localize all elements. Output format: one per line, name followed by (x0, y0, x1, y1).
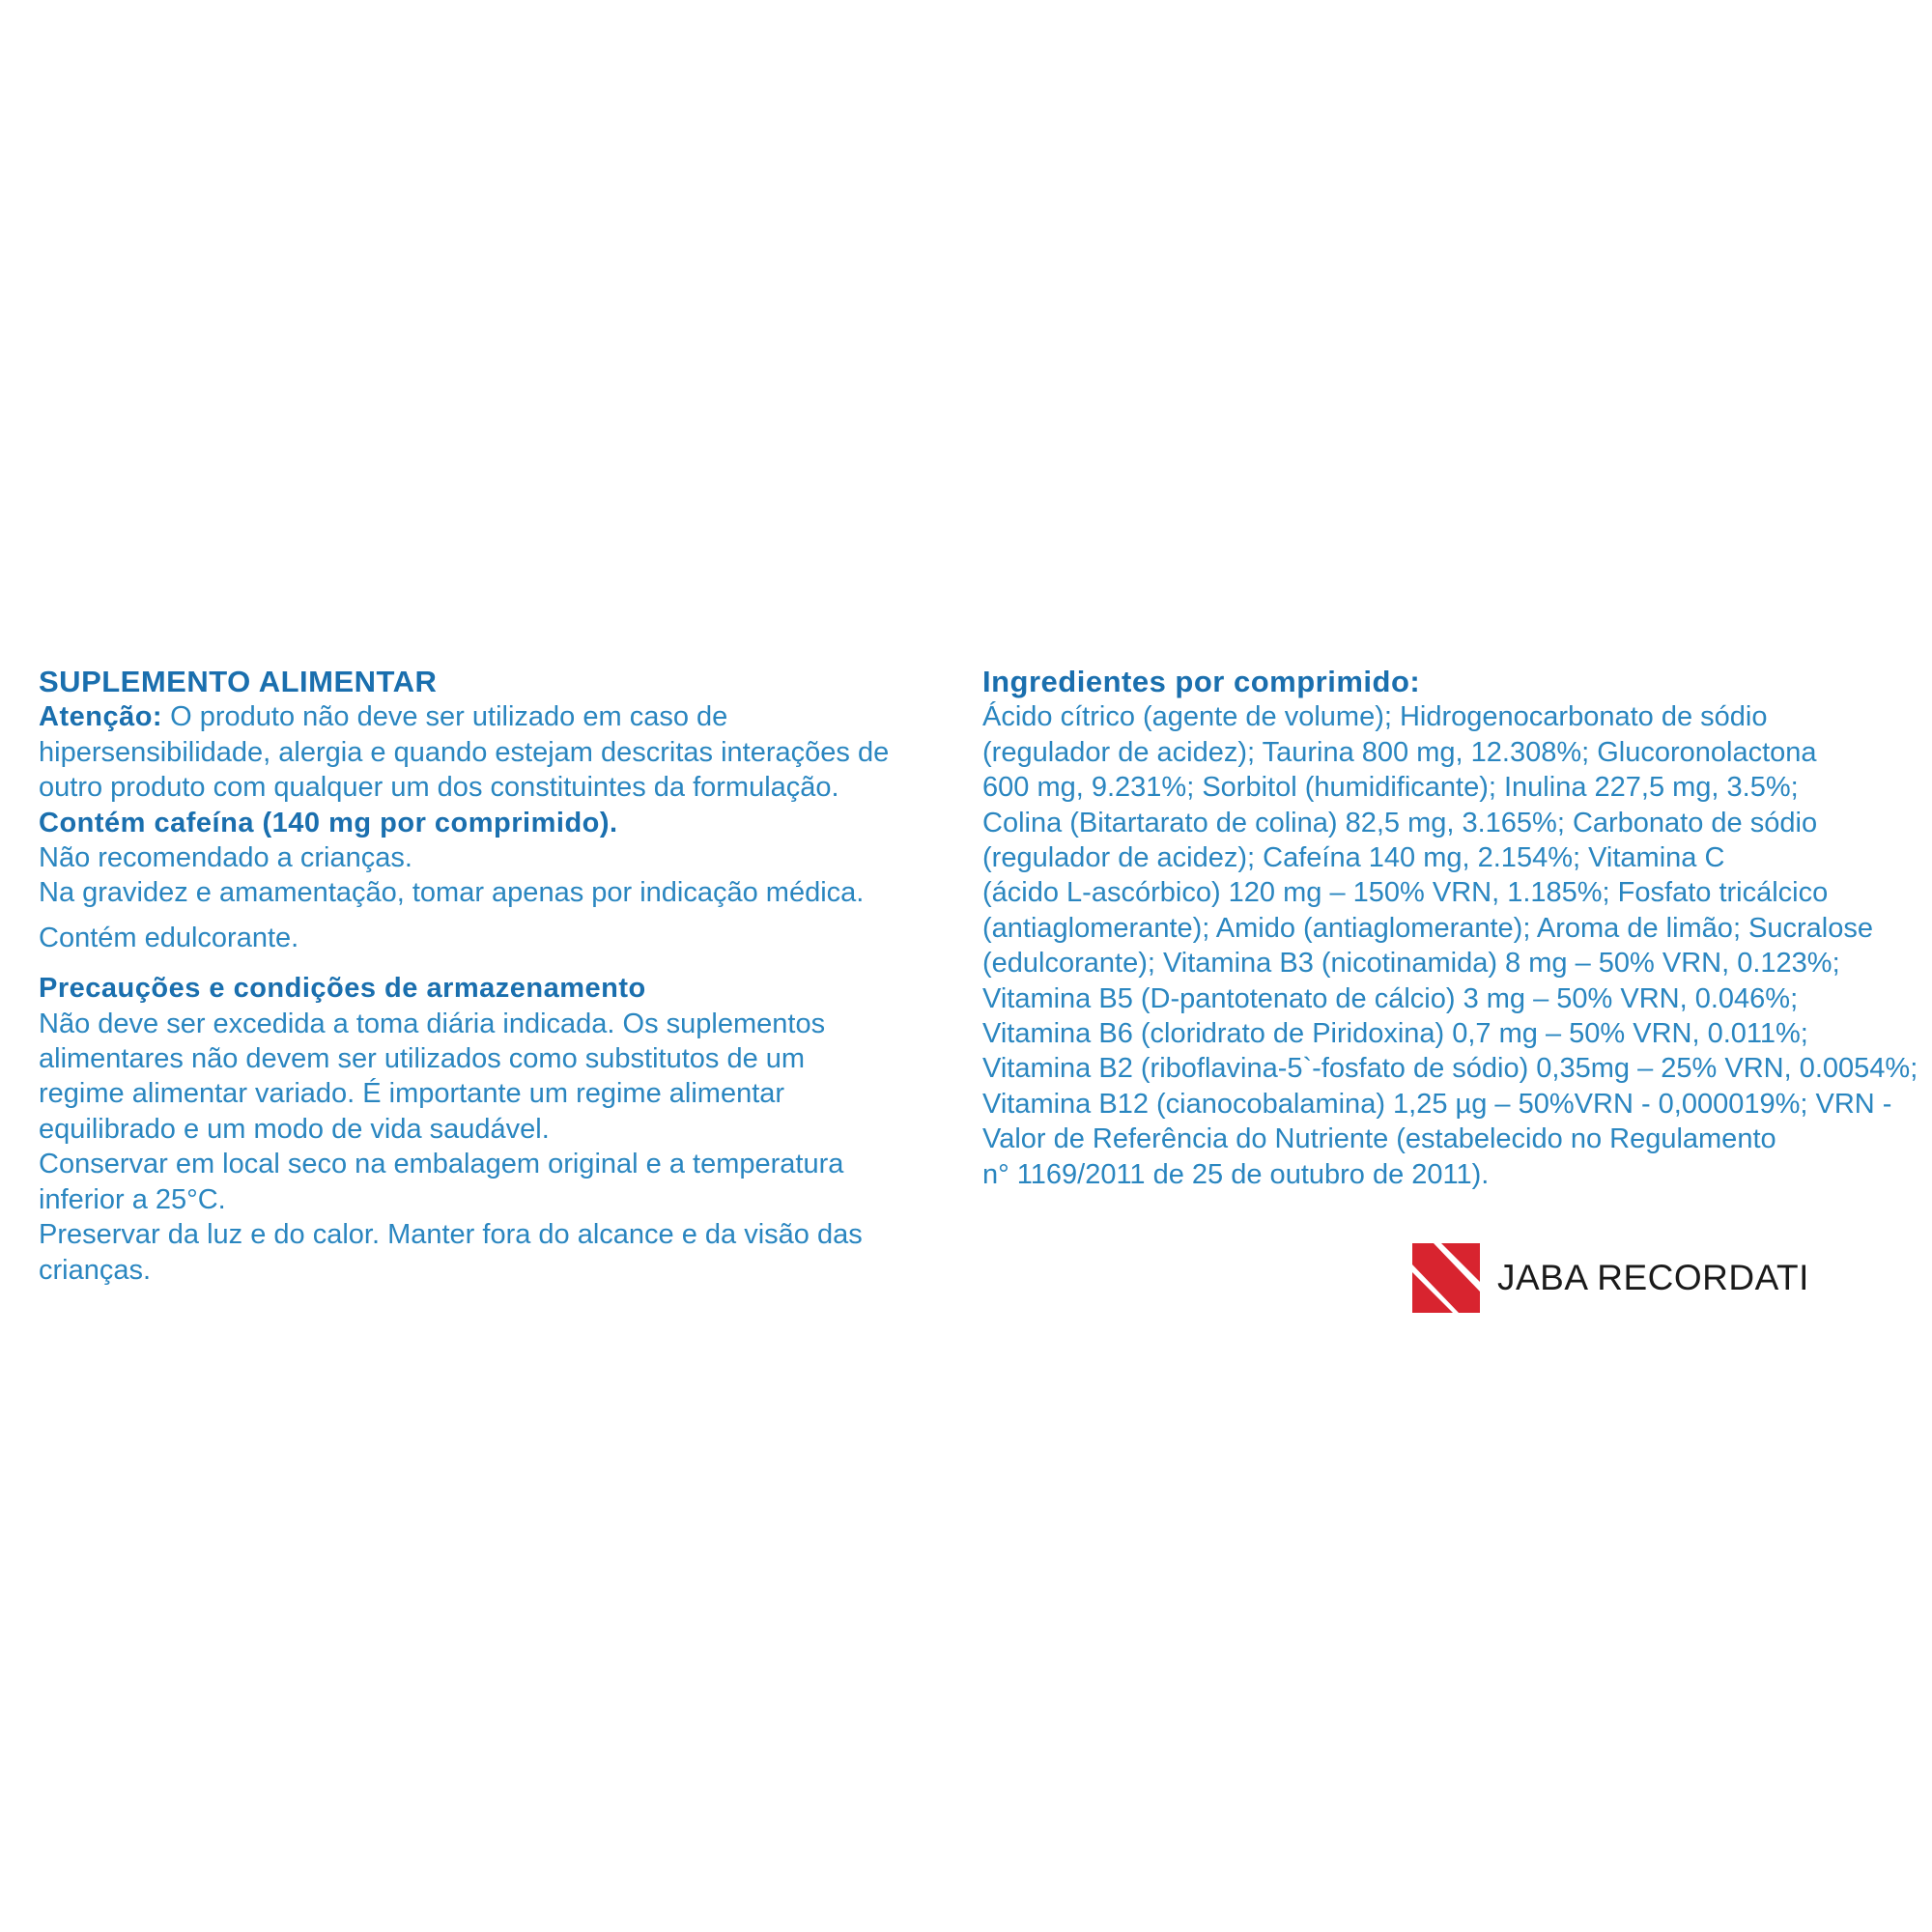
ingredients-line: Vitamina B6 (cloridrato de Piridoxina) 0,7 mg – 50% VRN, 0.011%; (982, 1018, 1808, 1050)
ingredients-line: (edulcorante); Vitamina B3 (nicotinamida) 8 mg – 50% VRN, 0.123%; (982, 948, 1840, 980)
precautions-line: equilibrado e um modo de vida saudável. (39, 1113, 550, 1145)
ingredients-line: n° 1169/2011 de 25 de outubro de 2011). (982, 1158, 1490, 1190)
sweetener-note: Contém edulcorante. (39, 922, 299, 953)
ingredients-line: (regulador de acidez); Taurina 800 mg, 12.308%; Glucoronolactona (982, 736, 1817, 768)
ingredients-title: Ingredientes por comprimido: (982, 665, 1421, 698)
precautions-line: Preservar da luz e do calor. Manter fora do alcance e da visão das (39, 1219, 863, 1251)
ingredients-line: Ácido cítrico (agente de volume); Hidrogenocarbonato de sódio (982, 701, 1768, 733)
recordati-logo-icon (1412, 1243, 1480, 1313)
precautions-title: Precauções e condições de armazenamento (39, 973, 646, 1005)
attention-line-1 (39, 699, 937, 734)
precautions-line: alimentares não devem ser utilizados como substitutos de um (39, 1043, 806, 1075)
supplement-title: SUPLEMENTO ALIMENTAR (39, 665, 438, 698)
attention-line-3: outro produto com qualquer um dos constituintes da formulação. (39, 772, 839, 804)
attention-line-2: hipersensibilidade, alergia e quando estejam descritas interações de (39, 736, 890, 768)
precautions-line: inferior a 25°C. (39, 1183, 226, 1215)
attention-text-1: O produto não deve ser utilizado em caso de (162, 701, 728, 733)
attention-label: Atenção: (39, 701, 163, 733)
ingredients-line: Vitamina B5 (D-pantotenato de cálcio) 3 mg – 50% VRN, 0.046%; (982, 982, 1799, 1014)
logo-text: JABA RECORDATI (1497, 1258, 1809, 1297)
ingredients-line: (antiaglomerante); Amido (antiaglomerante); Aroma de limão; Sucralose (982, 912, 1874, 944)
precautions-line: regime alimentar variado. É importante um regime alimentar (39, 1078, 785, 1110)
caffeine-warning: Contém cafeína (140 mg por comprimido). (39, 807, 618, 838)
ingredients-line: Vitamina B12 (cianocobalamina) 1,25 µg – 50%VRN - 0,000019%; VRN - (982, 1088, 1892, 1120)
ingredients-line: Colina (Bitartarato de colina) 82,5 mg, 3.165%; Carbonato de sódio (982, 807, 1818, 838)
left-column (39, 665, 937, 1288)
precautions-line: crianças. (39, 1254, 152, 1286)
ingredients-line: Vitamina B2 (riboflavina-5`-fosfato de sódio) 0,35mg – 25% VRN, 0.0054%; (982, 1053, 1918, 1085)
ingredients-line: (ácido L-ascórbico) 120 mg – 150% VRN, 1.185%; Fosfato tricálcico (982, 877, 1829, 909)
jaba-recordati-logo (1412, 1243, 1809, 1313)
ingredients-line: 600 mg, 9.231%; Sorbitol (humidificante); Inulina 227,5 mg, 3.5%; (982, 772, 1799, 804)
children-warning: Não recomendado a crianças. (39, 842, 412, 874)
precautions-line: Conservar em local seco na embalagem original e a temperatura (39, 1149, 844, 1180)
precautions-line: Não deve ser excedida a toma diária indicada. Os suplementos (39, 1008, 826, 1039)
right-column (982, 665, 1918, 1192)
ingredients-line: Valor de Referência do Nutriente (estabelecido no Regulamento (982, 1123, 1776, 1155)
pregnancy-warning: Na gravidez e amamentação, tomar apenas por indicação médica. (39, 877, 865, 909)
ingredients-line: (regulador de acidez); Cafeína 140 mg, 2.154%; Vitamina C (982, 842, 1725, 874)
